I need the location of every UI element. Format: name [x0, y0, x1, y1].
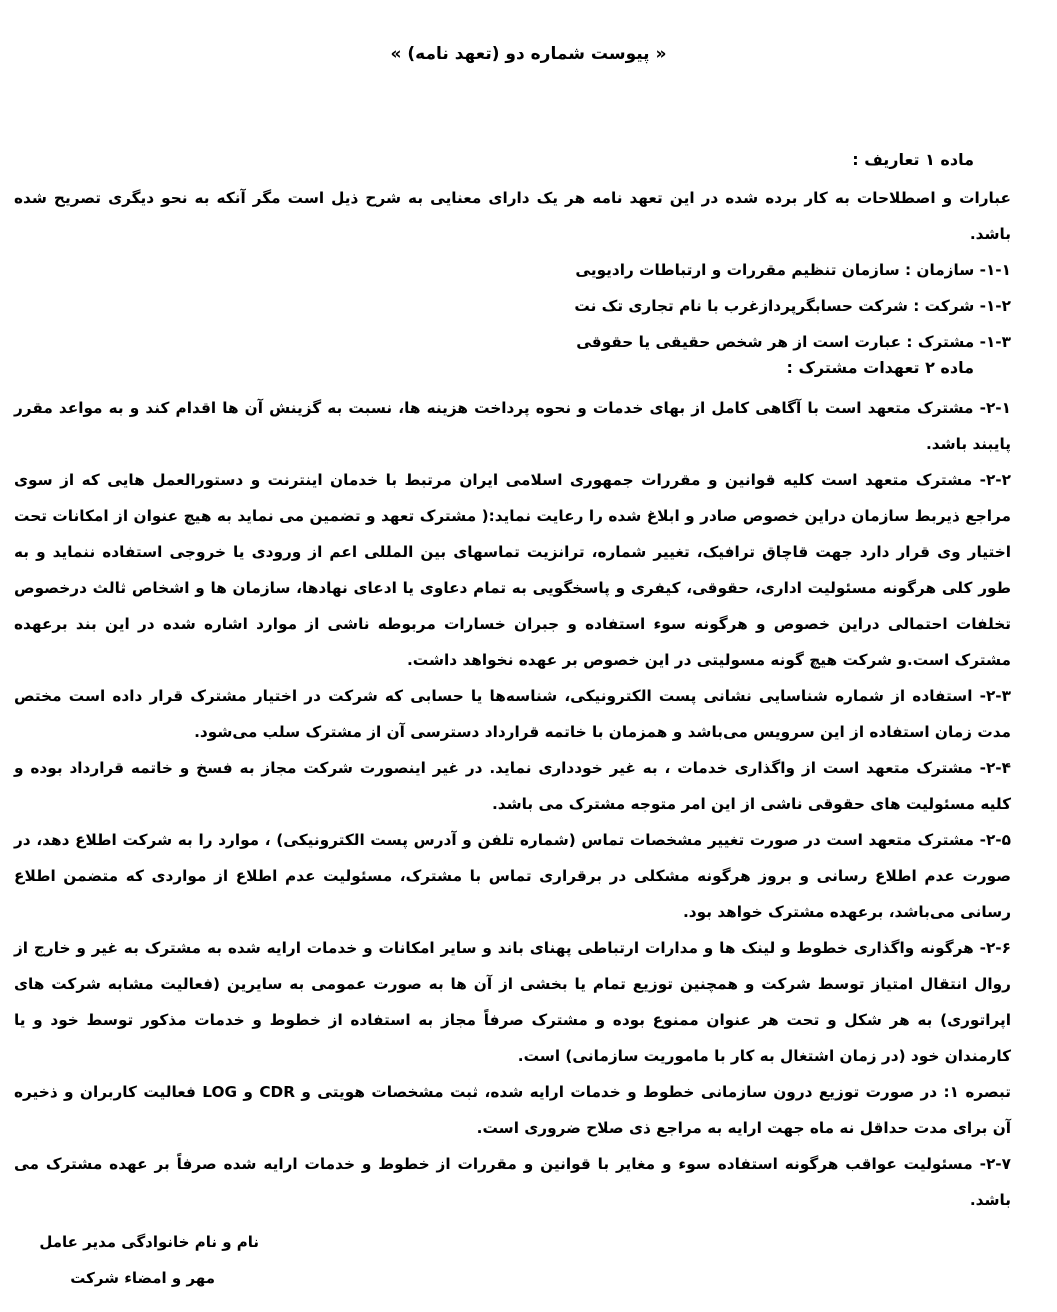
note-item: تبصره ۱: در صورت توزیع درون سازمانی خطوط و خدمات ارایه شده، ثبت مشخصات هویتی و CDR و LOG فعالیت کاربران و ذخیره آن برای مدت حداقل نه ماه جهت ارایه به مراجع ذی صلاح ضروری است.: [14, 1083, 1011, 1137]
obligation-item: ۲-۷- مسئولیت عواقب هرگونه استفاده سوء و مغایر با قوانین و مقررات از خطوط و خدمات ارایه شده صرفاً بر عهده مشترک می باشد.: [14, 1155, 1011, 1209]
document-title: « پیوست شماره دو (تعهد نامه) »: [390, 44, 667, 64]
article-1-body: [14, 180, 1011, 360]
article-2-heading: ماده ۲ تعهدات مشترک :: [786, 358, 974, 377]
obligation-item: ۲-۱- مشترک متعهد است با آگاهی کامل از بهای خدمات و نحوه پرداخت هزینه ها، نسبت به گزینش آن ها اقدام کند و به مواعد مقرر پایبند باشد.: [14, 399, 1011, 453]
ceo-name-label: نام و نام خانوادگی مدیر عامل: [39, 1233, 259, 1251]
obligation-item: ۲-۶- هرگونه واگذاری خطوط و لینک ها و مدارات ارتباطی پهنای باند و سایر امکانات و خدمات ارایه شده به مشترک به غیر و خارج از روال انتقال امتیاز توسط شرکت و همچنین توزیع تمام یا بخشی از آن ها به صورت عمومی به سایرین (فعالیت مشابه شرکت های اپراتوری) به هر شکل و تحت هر عنوان ممنوع بوده و مشترک صرفاً مجاز به استفاده از خطوط و خدمات مذکور توسط خود و یا کارمندان خود (در زمان اشتغال به کار با ماموریت سازمانی) است.: [14, 939, 1011, 1065]
article-1-intro: عبارات و اصطلاحات به کار برده شده در این تعهد نامه هر یک دارای معنایی به شرح ذیل است مگر آنکه به نحو دیگری تصریح شده باشد.: [14, 189, 1011, 243]
definition-item: ۱-۲- شرکت : شرکت حسابگرپردازغرب با نام تجاری تک نت: [574, 297, 1011, 315]
article-2-body: [14, 390, 1011, 1218]
obligation-item: ۲-۲- مشترک متعهد است کلیه قوانین و مقررات جمهوری اسلامی ایران مرتبط با خدمان اینترنت و دستورالعمل هایی که از سوی مراجع ذیربط سازمان دراین خصوص صادر و ابلاغ شده را رعایت نماید:( مشترک تعهد و تضمین می نماید به هیچ عنوان از امکانات تحت اختیار وی قرار دارد جهت قاچاق ترافیک، تغییر شماره، ترانزیت تماسهای بین المللی اعم از ورودی یا خروجی استفاده ننماید و به طور کلی هرگونه مسئولیت اداری، حقوقی، کیفری و پاسخگویی به تمام دعاوی یا ادعای نهادها، سازمان ها و اشخاص ثالث درخصوص تخلفات احتمالی دراین خصوص و هرگونه سوء استفاده و جبران خسارات مربوطه ناشی از موارد اشاره شده در این بند برعهده مشترک است.و شرکت هیچ گونه مسولیتی در این خصوص بر عهده نخواهد داشت.: [14, 471, 1011, 669]
definition-item: ۱-۳- مشترک : عبارت است از هر شخص حقیقی یا حقوقی: [576, 333, 1011, 351]
definition-item: ۱-۱- سازمان : سازمان تنظیم مقررات و ارتباطات رادیویی: [575, 261, 1011, 279]
article-1-heading: ماده ۱ تعاریف :: [852, 150, 974, 169]
company-seal-label: مهر و امضاء شرکت: [70, 1269, 215, 1287]
obligation-item: ۲-۵- مشترک متعهد است در صورت تغییر مشخصات تماس (شماره تلفن و آدرس پست الکترونیکی) ، موارد را به شرکت اطلاع دهد، در صورت عدم اطلاع رسانی و بروز هرگونه مشکلی در برقراری تماس با مشترک، مسئولیت عدم اطلاع از مواردی که متضمن اطلاع رسانی می‌باشد، برعهده مشترک خواهد بود.: [14, 831, 1011, 921]
obligation-item: ۲-۳- استفاده از شماره شناسایی نشانی پست الکترونیکی، شناسه‌ها یا حسابی که شرکت در اختیار مشترک قرار داده است مختص مدت زمان استفاده از این سرویس می‌باشد و همزمان با خاتمه قرارداد دسترسی آن از مشترک سلب می‌شود.: [14, 687, 1011, 741]
obligation-item: ۲-۴- مشترک متعهد است از واگذاری خدمات ، به غیر خودداری نماید. در غیر اینصورت شرکت مجاز به فسخ و خاتمه قرارداد بوده و کلیه مسئولیت های حقوقی ناشی از این امر متوجه مشترک می باشد.: [14, 759, 1011, 813]
